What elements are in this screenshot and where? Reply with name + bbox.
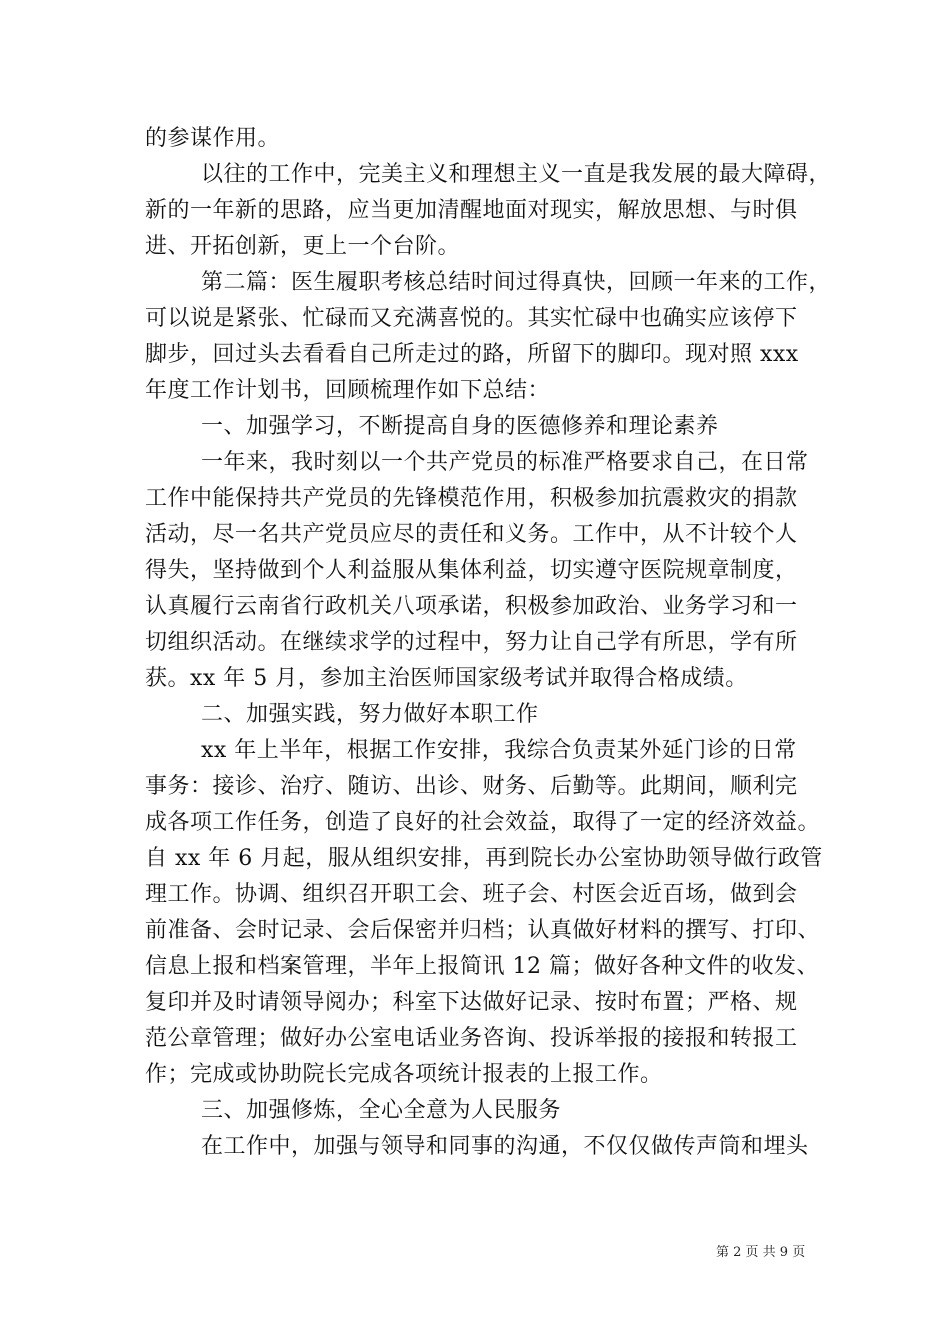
text-line: 获。xx 年 5 月，参加主治医师国家级考试并取得合格成绩。 (145, 666, 748, 691)
text-line: 年度工作计划书，回顾梳理作如下总结： (145, 378, 551, 403)
text-line: 切组织活动。在继续求学的过程中，努力让自己学有所思，学有所 (145, 630, 798, 655)
text-line: 作；完成或协助院长完成各项统计报表的上报工作。 (145, 1062, 663, 1087)
text-line: 信息上报和档案管理，半年上报简讯 12 篇；做好各种文件的收发、 (145, 954, 819, 979)
text-line: 可以说是紧张、忙碌而又充满喜悦的。其实忙碌中也确实应该停下 (145, 306, 798, 331)
text-line: 前准备、会时记录、会后保密并归档；认真做好材料的撰写、打印、 (145, 918, 821, 943)
text-line: 第二篇：医生履职考核总结时间过得真快，回顾一年来的工作， (201, 270, 832, 295)
text-line: 工作中能保持共产党员的先锋模范作用，积极参加抗震救灾的捐款 (145, 486, 798, 511)
text-line: 新的一年新的思路，应当更加清醒地面对现实，解放思想、与时俱 (145, 198, 798, 223)
text-line: 得失，坚持做到个人利益服从集体利益，切实遵守医院规章制度， (145, 558, 798, 583)
text-line: 活动，尽一名共产党员应尽的责任和义务。工作中，从不计较个人 (145, 522, 798, 547)
text-line: 成各项工作任务，创造了良好的社会效益，取得了一定的经济效益。 (145, 810, 821, 835)
text-line: 事务：接诊、治疗、随访、出诊、财务、后勤等。此期间，顺利完 (145, 774, 798, 799)
section-heading: 二、加强实践，努力做好本职工作 (201, 702, 539, 727)
text-line: 范公章管理；做好办公室电话业务咨询、投诉举报的接报和转报工 (145, 1026, 798, 1051)
text-line: 在工作中，加强与领导和同事的沟通，不仅仅做传声筒和埋头 (201, 1134, 809, 1159)
text-line: 理工作。协调、组织召开职工会、班子会、村医会近百场，做到会 (145, 882, 798, 907)
text-line: 以往的工作中，完美主义和理想主义一直是我发展的最大障碍， (201, 162, 832, 187)
text-line: 自 xx 年 6 月起，服从组织安排，再到院长办公室协助领导做行政管 (145, 846, 823, 871)
text-line: 脚步，回过头去看看自己所走过的路，所留下的脚印。现对照 xxx (145, 342, 799, 367)
text-line: 进、开拓创新，更上一个台阶。 (145, 234, 461, 259)
text-line: 复印并及时请领导阅办；科室下达做好记录、按时布置；严格、规 (145, 990, 798, 1015)
section-heading: 一、加强学习，不断提高自身的医德修养和理论素养 (201, 414, 719, 439)
section-heading: 三、加强修炼，全心全意为人民服务 (201, 1098, 562, 1123)
text-line: xx 年上半年，根据工作安排，我综合负责某外延门诊的日常 (201, 738, 797, 763)
text-line: 一年来，我时刻以一个共产党员的标准严格要求自己，在日常 (201, 450, 809, 475)
text-line: 认真履行云南省行政机关八项承诺，积极参加政治、业务学习和一 (145, 594, 798, 619)
text-line: 的参谋作用。 (145, 126, 281, 151)
page-number: 第 2 页 共 9 页 (716, 1245, 806, 1260)
